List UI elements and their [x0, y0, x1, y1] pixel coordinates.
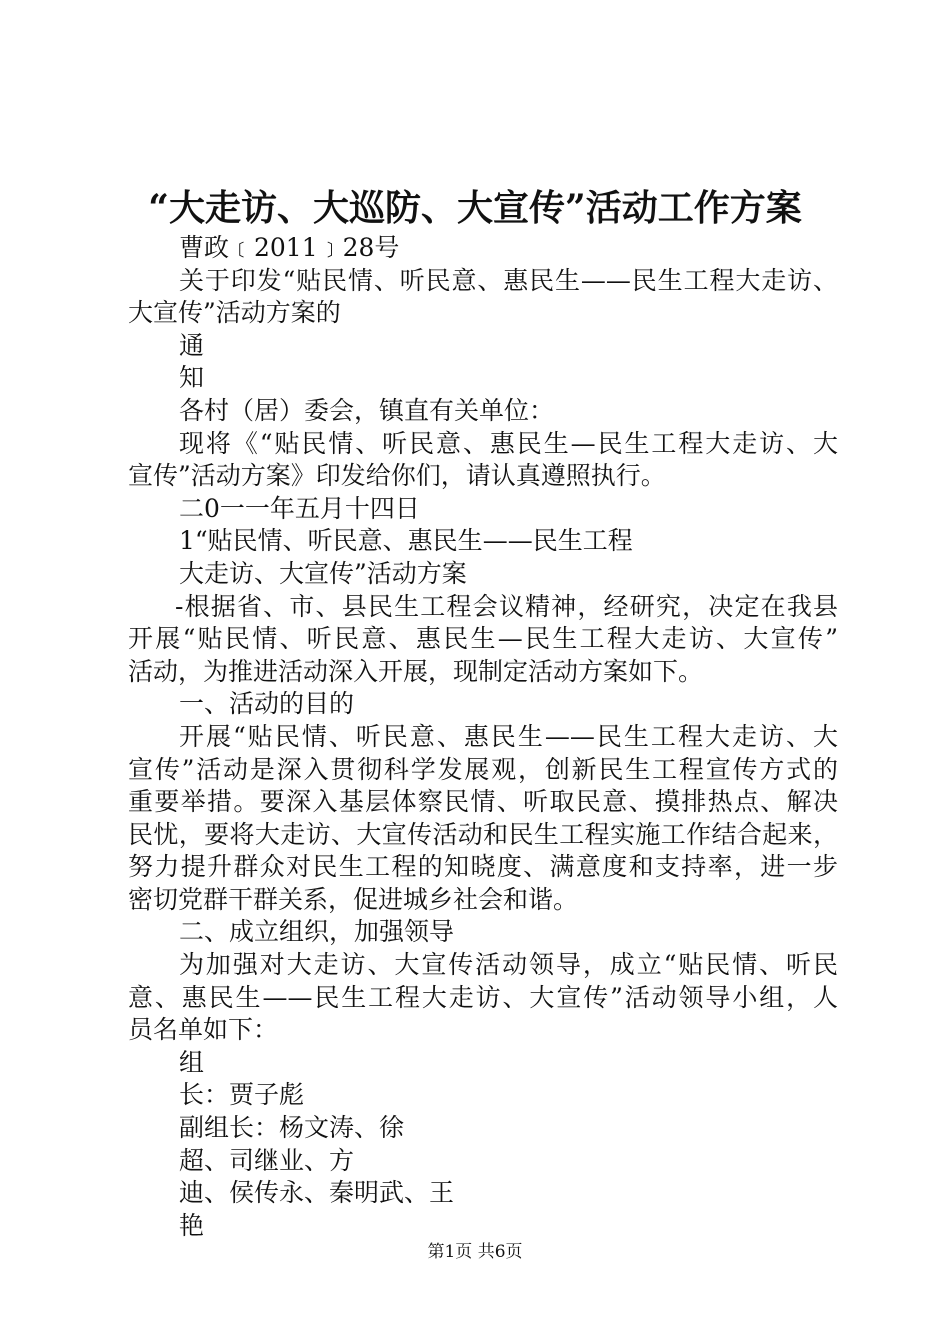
- member-line: 艳: [179, 1210, 205, 1240]
- paragraph-line: 宣传”活动方案》印发给你们，请认真遵照执行。: [128, 461, 666, 491]
- plan-title-line: 1“贴民情、听民意、惠民生——民生工程: [179, 526, 633, 556]
- recipients-line: 各村（居）委会，镇直有关单位：: [179, 395, 555, 425]
- document-number: 曹政﹝2011﹞28号: [179, 233, 400, 262]
- member-line: 副组长：杨文涛、徐: [179, 1113, 405, 1143]
- paragraph-line: 活动，为推进活动深入开展，现制定活动方案如下。: [128, 656, 704, 686]
- paragraph-line: 现将《“贴民情、听民意、惠民生—民生工程大走访、大: [179, 428, 838, 458]
- paragraph-line: 重要举措。要深入基层体察民情、听取民意、摸排热点、解决: [128, 787, 838, 817]
- section-heading: 二、成立组织，加强领导: [179, 917, 455, 947]
- notice-title-line: 关于印发“贴民情、听民意、惠民生——民生工程大走访、: [179, 265, 838, 295]
- paragraph-line: 宣传”活动是深入贯彻科学发展观，创新民生工程宣传方式的: [128, 754, 838, 784]
- paragraph-line: 努力提升群众对民生工程的知晓度、满意度和支持率，进一步: [128, 852, 838, 882]
- date-line: 二0一一年五月十四日: [179, 493, 420, 523]
- notice-title-char: 知: [179, 363, 205, 393]
- member-line: 组: [179, 1047, 205, 1077]
- notice-title-char: 通: [179, 330, 205, 360]
- page-footer: 第1页 共6页: [427, 1242, 523, 1262]
- paragraph-line: 密切党群干群关系，促进城乡社会和谐。: [128, 884, 579, 914]
- notice-title-line: 大宣传”活动方案的: [128, 298, 341, 328]
- member-line: 超、司继业、方: [179, 1145, 355, 1175]
- plan-title-line: 大走访、大宣传”活动方案: [179, 558, 467, 588]
- paragraph-line: 民忧，要将大走访、大宣传活动和民生工程实施工作结合起来，: [128, 819, 838, 849]
- paragraph-line: 开展“贴民情、听民意、惠民生—民生工程大走访、大宣传”: [128, 624, 838, 654]
- paragraph-line: 开展“贴民情、听民意、惠民生——民生工程大走访、大: [179, 721, 838, 751]
- paragraph-line: 员名单如下：: [128, 1015, 279, 1045]
- paragraph-line: 意、惠民生——民生工程大走访、大宣传”活动领导小组，人: [128, 982, 838, 1012]
- paragraph-line: 为加强对大走访、大宣传活动领导，成立“贴民情、听民: [179, 950, 838, 980]
- document-body: [128, 232, 838, 1242]
- paragraph-line: -根据省、市、县民生工程会议精神，经研究，决定在我县: [175, 591, 838, 621]
- document-title: “大走访、大巡防、大宣传”活动工作方案: [148, 187, 802, 229]
- member-line: 迪、侯传永、秦明武、王: [179, 1178, 455, 1208]
- member-line: 长：贾子彪: [179, 1080, 305, 1110]
- section-heading: 一、活动的目的: [179, 689, 355, 719]
